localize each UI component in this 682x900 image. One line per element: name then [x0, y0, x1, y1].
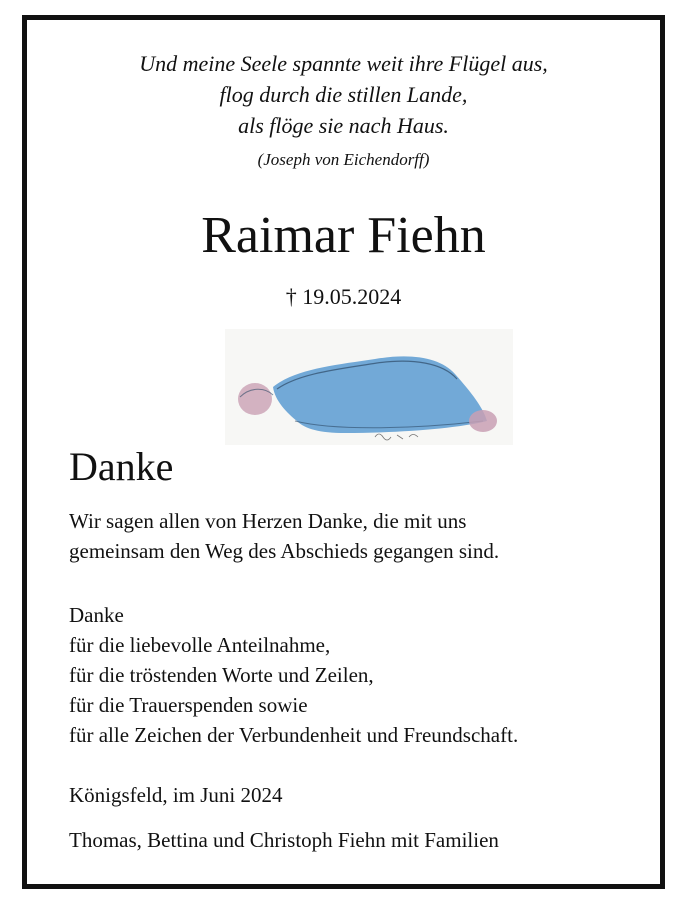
thanks-item: für die liebevolle Anteilnahme,	[69, 633, 331, 657]
thanks-item: für alle Zeichen der Verbundenheit und Freundschaft.	[69, 723, 519, 747]
intro-line: Wir sagen allen von Herzen Danke, die mit uns	[69, 509, 467, 533]
deceased-name: Raimar Fiehn	[201, 207, 486, 264]
thanks-list-heading: Danke	[69, 603, 124, 627]
notice-frame	[22, 15, 665, 889]
place-date: Königsfeld, im Juni 2024	[69, 783, 283, 807]
thanks-list	[69, 600, 649, 750]
poem-line: als flöge sie nach Haus.	[238, 113, 449, 138]
thanks-item: für die Trauerspenden sowie	[69, 693, 308, 717]
thanks-item: für die tröstenden Worte und Zeilen,	[69, 663, 374, 687]
signers: Thomas, Bettina und Christoph Fiehn mit Familien	[69, 828, 499, 852]
intro-paragraph	[69, 506, 649, 566]
poem-line: Und meine Seele spannte weit ihre Flügel aus,	[139, 51, 548, 76]
death-date: † 19.05.2024	[285, 284, 402, 309]
watercolor-reclining-figure-icon	[225, 329, 513, 445]
intro-line: gemeinsam den Weg des Abschieds gegangen sind.	[69, 539, 500, 563]
poem	[27, 48, 660, 141]
poem-line: flog durch die stillen Lande,	[219, 82, 468, 107]
thanks-heading: Danke	[69, 444, 174, 489]
poem-author: (Joseph von Eichendorff)	[257, 150, 430, 169]
